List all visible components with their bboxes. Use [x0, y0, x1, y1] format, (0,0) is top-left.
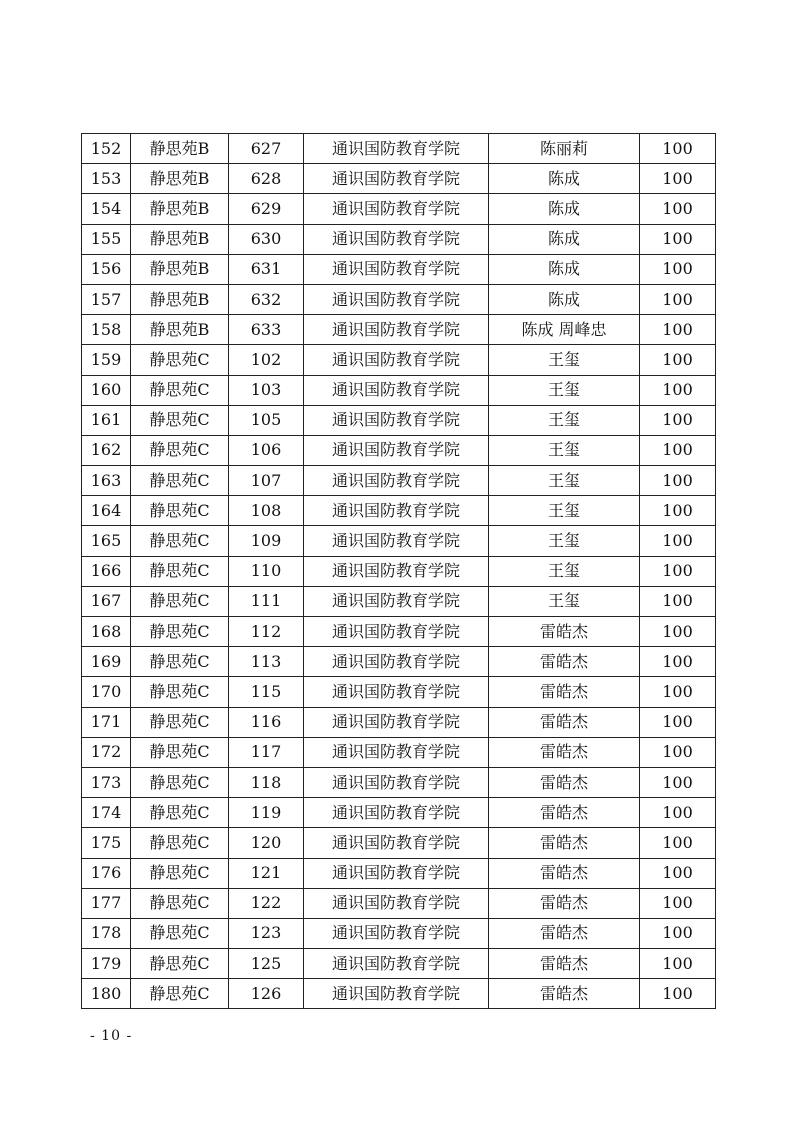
- cell-person: 雷皓杰: [489, 798, 640, 828]
- table-row: [82, 466, 716, 496]
- cell-building: 静思苑B: [131, 224, 229, 254]
- table-row: [82, 164, 716, 194]
- cell-room: 121: [229, 858, 304, 888]
- cell-room: 632: [229, 284, 304, 314]
- cell-college: 通识国防教育学院: [304, 647, 489, 677]
- cell-building: 静思苑B: [131, 284, 229, 314]
- cell-person: 陈成: [489, 164, 640, 194]
- cell-college: 通识国防教育学院: [304, 164, 489, 194]
- cell-number: 165: [82, 526, 131, 556]
- table-row: [82, 707, 716, 737]
- cell-number: 156: [82, 254, 131, 284]
- cell-person: 王玺: [489, 466, 640, 496]
- cell-score: 100: [640, 405, 716, 435]
- table-row: [82, 435, 716, 465]
- cell-room: 110: [229, 556, 304, 586]
- cell-number: 180: [82, 979, 131, 1009]
- table-row: [82, 556, 716, 586]
- cell-person: 陈成 周峰忠: [489, 315, 640, 345]
- cell-building: 静思苑B: [131, 254, 229, 284]
- cell-number: 157: [82, 284, 131, 314]
- cell-room: 112: [229, 617, 304, 647]
- cell-building: 静思苑B: [131, 315, 229, 345]
- cell-college: 通识国防教育学院: [304, 526, 489, 556]
- table-row: [82, 586, 716, 616]
- cell-number: 158: [82, 315, 131, 345]
- cell-building: 静思苑C: [131, 888, 229, 918]
- table-row: [82, 315, 716, 345]
- table-row: [82, 194, 716, 224]
- cell-college: 通识国防教育学院: [304, 767, 489, 797]
- cell-person: 陈丽莉: [489, 134, 640, 164]
- cell-room: 123: [229, 918, 304, 948]
- cell-person: 陈成: [489, 254, 640, 284]
- cell-score: 100: [640, 888, 716, 918]
- cell-building: 静思苑C: [131, 828, 229, 858]
- cell-person: 王玺: [489, 586, 640, 616]
- cell-number: 166: [82, 556, 131, 586]
- table-row: [82, 224, 716, 254]
- cell-building: 静思苑C: [131, 798, 229, 828]
- table-row: [82, 858, 716, 888]
- cell-building: 静思苑C: [131, 707, 229, 737]
- cell-score: 100: [640, 858, 716, 888]
- cell-score: 100: [640, 164, 716, 194]
- cell-number: 169: [82, 647, 131, 677]
- cell-room: 117: [229, 737, 304, 767]
- table-row: [82, 405, 716, 435]
- cell-college: 通识国防教育学院: [304, 375, 489, 405]
- cell-building: 静思苑C: [131, 858, 229, 888]
- cell-college: 通识国防教育学院: [304, 466, 489, 496]
- cell-person: 雷皓杰: [489, 707, 640, 737]
- table-row: [82, 134, 716, 164]
- cell-number: 161: [82, 405, 131, 435]
- cell-number: 152: [82, 134, 131, 164]
- cell-score: 100: [640, 466, 716, 496]
- cell-score: 100: [640, 375, 716, 405]
- cell-room: 102: [229, 345, 304, 375]
- cell-score: 100: [640, 677, 716, 707]
- cell-building: 静思苑C: [131, 405, 229, 435]
- cell-room: 120: [229, 828, 304, 858]
- table-row: [82, 918, 716, 948]
- cell-building: 静思苑C: [131, 345, 229, 375]
- cell-person: 王玺: [489, 405, 640, 435]
- cell-person: 王玺: [489, 526, 640, 556]
- cell-college: 通识国防教育学院: [304, 918, 489, 948]
- table-body: [82, 134, 716, 1009]
- cell-room: 631: [229, 254, 304, 284]
- cell-building: 静思苑C: [131, 647, 229, 677]
- table-row: [82, 375, 716, 405]
- cell-room: 115: [229, 677, 304, 707]
- cell-room: 630: [229, 224, 304, 254]
- cell-person: 王玺: [489, 345, 640, 375]
- cell-room: 116: [229, 707, 304, 737]
- cell-college: 通识国防教育学院: [304, 798, 489, 828]
- cell-score: 100: [640, 767, 716, 797]
- cell-building: 静思苑C: [131, 496, 229, 526]
- cell-person: 雷皓杰: [489, 617, 640, 647]
- cell-number: 167: [82, 586, 131, 616]
- cell-person: 王玺: [489, 435, 640, 465]
- cell-room: 103: [229, 375, 304, 405]
- cell-room: 107: [229, 466, 304, 496]
- cell-number: 168: [82, 617, 131, 647]
- cell-score: 100: [640, 315, 716, 345]
- cell-college: 通识国防教育学院: [304, 435, 489, 465]
- cell-number: 174: [82, 798, 131, 828]
- cell-number: 163: [82, 466, 131, 496]
- cell-person: 王玺: [489, 496, 640, 526]
- cell-number: 176: [82, 858, 131, 888]
- cell-room: 119: [229, 798, 304, 828]
- cell-college: 通识国防教育学院: [304, 496, 489, 526]
- cell-college: 通识国防教育学院: [304, 979, 489, 1009]
- cell-score: 100: [640, 224, 716, 254]
- cell-college: 通识国防教育学院: [304, 858, 489, 888]
- table-row: [82, 647, 716, 677]
- cell-room: 629: [229, 194, 304, 224]
- cell-score: 100: [640, 345, 716, 375]
- cell-building: 静思苑C: [131, 617, 229, 647]
- cell-score: 100: [640, 284, 716, 314]
- cell-score: 100: [640, 979, 716, 1009]
- cell-score: 100: [640, 435, 716, 465]
- table-row: [82, 496, 716, 526]
- cell-score: 100: [640, 526, 716, 556]
- cell-building: 静思苑B: [131, 134, 229, 164]
- cell-person: 王玺: [489, 556, 640, 586]
- cell-building: 静思苑C: [131, 375, 229, 405]
- table-row: [82, 677, 716, 707]
- cell-person: 陈成: [489, 194, 640, 224]
- cell-person: 雷皓杰: [489, 888, 640, 918]
- cell-number: 173: [82, 767, 131, 797]
- cell-score: 100: [640, 918, 716, 948]
- cell-number: 178: [82, 918, 131, 948]
- table-row: [82, 526, 716, 556]
- cell-room: 109: [229, 526, 304, 556]
- cell-person: 雷皓杰: [489, 767, 640, 797]
- cell-college: 通识国防教育学院: [304, 284, 489, 314]
- table-row: [82, 767, 716, 797]
- cell-building: 静思苑C: [131, 526, 229, 556]
- cell-person: 雷皓杰: [489, 677, 640, 707]
- cell-person: 雷皓杰: [489, 647, 640, 677]
- cell-score: 100: [640, 617, 716, 647]
- cell-building: 静思苑C: [131, 979, 229, 1009]
- cell-building: 静思苑C: [131, 737, 229, 767]
- cell-person: 陈成: [489, 224, 640, 254]
- cell-number: 155: [82, 224, 131, 254]
- cell-score: 100: [640, 496, 716, 526]
- cell-college: 通识国防教育学院: [304, 254, 489, 284]
- cell-number: 153: [82, 164, 131, 194]
- cell-score: 100: [640, 134, 716, 164]
- cell-score: 100: [640, 798, 716, 828]
- cell-person: 雷皓杰: [489, 858, 640, 888]
- cell-building: 静思苑C: [131, 435, 229, 465]
- cell-college: 通识国防教育学院: [304, 707, 489, 737]
- cell-number: 160: [82, 375, 131, 405]
- cell-room: 105: [229, 405, 304, 435]
- cell-person: 陈成: [489, 284, 640, 314]
- cell-room: 118: [229, 767, 304, 797]
- cell-score: 100: [640, 828, 716, 858]
- cell-room: 113: [229, 647, 304, 677]
- cell-score: 100: [640, 556, 716, 586]
- cell-score: 100: [640, 254, 716, 284]
- cell-person: 雷皓杰: [489, 979, 640, 1009]
- cell-college: 通识国防教育学院: [304, 949, 489, 979]
- table-row: [82, 737, 716, 767]
- dormitory-score-table: [81, 133, 716, 1009]
- cell-room: 125: [229, 949, 304, 979]
- cell-room: 627: [229, 134, 304, 164]
- cell-college: 通识国防教育学院: [304, 828, 489, 858]
- cell-person: 雷皓杰: [489, 949, 640, 979]
- cell-building: 静思苑C: [131, 677, 229, 707]
- cell-number: 170: [82, 677, 131, 707]
- cell-score: 100: [640, 586, 716, 616]
- cell-person: 王玺: [489, 375, 640, 405]
- cell-room: 108: [229, 496, 304, 526]
- cell-college: 通识国防教育学院: [304, 617, 489, 647]
- cell-college: 通识国防教育学院: [304, 586, 489, 616]
- cell-number: 179: [82, 949, 131, 979]
- table-row: [82, 254, 716, 284]
- cell-college: 通识国防教育学院: [304, 405, 489, 435]
- cell-room: 633: [229, 315, 304, 345]
- table-row: [82, 798, 716, 828]
- table-row: [82, 617, 716, 647]
- cell-score: 100: [640, 194, 716, 224]
- cell-score: 100: [640, 707, 716, 737]
- cell-building: 静思苑C: [131, 918, 229, 948]
- cell-college: 通识国防教育学院: [304, 737, 489, 767]
- cell-number: 162: [82, 435, 131, 465]
- cell-room: 111: [229, 586, 304, 616]
- cell-building: 静思苑C: [131, 949, 229, 979]
- cell-score: 100: [640, 737, 716, 767]
- cell-college: 通识国防教育学院: [304, 315, 489, 345]
- cell-building: 静思苑C: [131, 466, 229, 496]
- cell-number: 175: [82, 828, 131, 858]
- cell-number: 171: [82, 707, 131, 737]
- cell-building: 静思苑C: [131, 556, 229, 586]
- cell-number: 159: [82, 345, 131, 375]
- table-row: [82, 345, 716, 375]
- cell-score: 100: [640, 949, 716, 979]
- cell-college: 通识国防教育学院: [304, 224, 489, 254]
- cell-college: 通识国防教育学院: [304, 134, 489, 164]
- cell-room: 126: [229, 979, 304, 1009]
- cell-college: 通识国防教育学院: [304, 194, 489, 224]
- cell-number: 172: [82, 737, 131, 767]
- cell-person: 雷皓杰: [489, 828, 640, 858]
- page-number: - 10 -: [90, 1028, 133, 1044]
- cell-building: 静思苑C: [131, 586, 229, 616]
- cell-person: 雷皓杰: [489, 918, 640, 948]
- cell-room: 628: [229, 164, 304, 194]
- cell-college: 通识国防教育学院: [304, 888, 489, 918]
- cell-building: 静思苑C: [131, 767, 229, 797]
- table-row: [82, 828, 716, 858]
- cell-number: 154: [82, 194, 131, 224]
- cell-person: 雷皓杰: [489, 737, 640, 767]
- table-row: [82, 949, 716, 979]
- table-row: [82, 888, 716, 918]
- cell-score: 100: [640, 647, 716, 677]
- cell-college: 通识国防教育学院: [304, 556, 489, 586]
- cell-room: 122: [229, 888, 304, 918]
- cell-building: 静思苑B: [131, 194, 229, 224]
- cell-college: 通识国防教育学院: [304, 345, 489, 375]
- cell-number: 164: [82, 496, 131, 526]
- table-row: [82, 284, 716, 314]
- table-row: [82, 979, 716, 1009]
- cell-number: 177: [82, 888, 131, 918]
- cell-college: 通识国防教育学院: [304, 677, 489, 707]
- cell-building: 静思苑B: [131, 164, 229, 194]
- cell-room: 106: [229, 435, 304, 465]
